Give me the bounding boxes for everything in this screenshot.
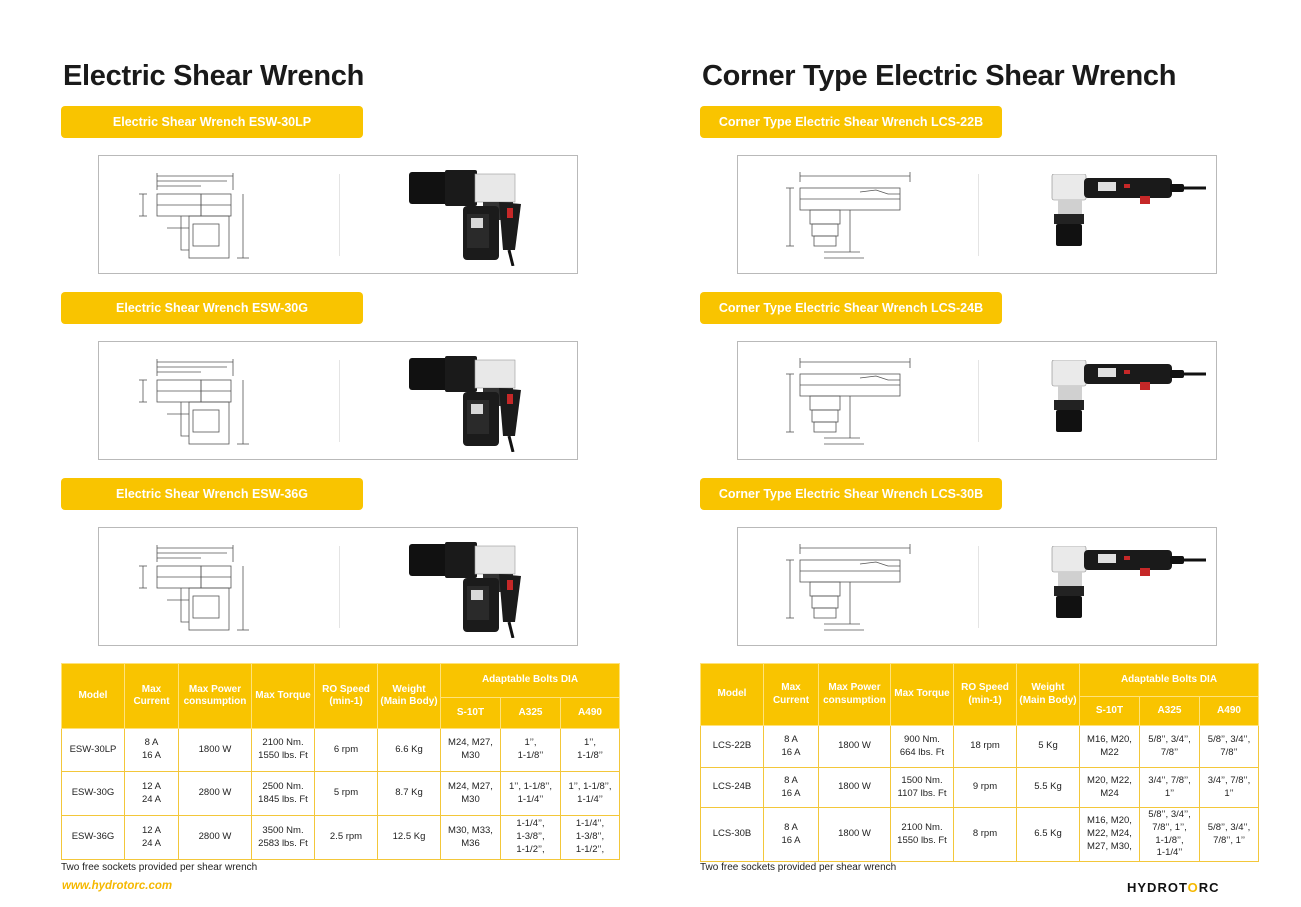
header-s10t: S-10T xyxy=(1080,697,1140,726)
header-torque: Max Torque xyxy=(891,664,954,726)
dimension-drawing xyxy=(760,168,920,264)
table-row: ESW-30LP 8 A 16 A 1800 W 2100 Nm. 1550 lbs. Ft 6 rpm 6.6 Kg M24, M27, M30 1’’, 1-1/8’’ 1’’, 1-1/8’’ xyxy=(62,729,620,772)
header-torque: Max Torque xyxy=(252,664,315,729)
header-model: Model xyxy=(62,664,125,729)
left-heading: Electric Shear Wrench xyxy=(63,60,365,92)
hydrotorc-logo: HYDROTORC xyxy=(1127,880,1220,895)
dimension-drawing xyxy=(760,540,920,636)
model-title-esw-30lp: Electric Shear Wrench ESW-30LP xyxy=(61,106,363,138)
sockets-note: Two free sockets provided per shear wrench xyxy=(700,862,897,873)
tool-photo xyxy=(1038,546,1208,630)
header-s10t: S-10T xyxy=(441,698,501,729)
figure-lcs-22b xyxy=(737,155,1217,274)
header-bolts: Adaptable Bolts DIA xyxy=(441,664,620,698)
dimension-drawing xyxy=(760,354,920,450)
model-title-lcs-30b: Corner Type Electric Shear Wrench LCS-30B xyxy=(700,478,1002,510)
tool-photo xyxy=(409,352,539,452)
header-weight: Weight (Main Body) xyxy=(1017,664,1080,726)
header-a325: A325 xyxy=(501,698,561,729)
spec-table-left xyxy=(61,663,620,860)
table-row: ESW-36G 12 A 24 A 2800 W 3500 Nm. 2583 lbs. Ft 2.5 rpm 12.5 Kg M30, M33, M36 1-1/4’’, 1-3/8’’, 1-1/2’’, 1-1/4’’, 1-3/8’’, 1-1/2’’, xyxy=(62,816,620,860)
model-title-esw-30g: Electric Shear Wrench ESW-30G xyxy=(61,292,363,324)
figure-esw-30lp xyxy=(98,155,578,274)
model-title-esw-36g: Electric Shear Wrench ESW-36G xyxy=(61,478,363,510)
header-a325: A325 xyxy=(1140,697,1200,726)
website-link[interactable]: www.hydrotorc.com xyxy=(62,880,173,892)
dimension-drawing xyxy=(137,354,257,450)
model-title-lcs-24b: Corner Type Electric Shear Wrench LCS-24B xyxy=(700,292,1002,324)
figure-esw-30g xyxy=(98,341,578,460)
tool-photo xyxy=(409,538,539,638)
header-speed: RO Speed (min-1) xyxy=(315,664,378,729)
figure-esw-36g xyxy=(98,527,578,646)
header-current: Max Current xyxy=(764,664,819,726)
sockets-note: Two free sockets provided per shear wrench xyxy=(61,862,258,873)
dimension-drawing xyxy=(137,168,257,264)
table-row: LCS-22B 8 A 16 A 1800 W 900 Nm. 664 lbs. Ft 18 rpm 5 Kg M16, M20, M22 5/8’’, 3/4’’, 7/8’’ 5/8’’, 3/4’’, 7/8’’ xyxy=(701,726,1259,768)
right-heading: Corner Type Electric Shear Wrench xyxy=(702,60,1177,92)
header-power: Max Power consumption xyxy=(819,664,891,726)
dimension-drawing xyxy=(137,540,257,636)
figure-lcs-24b xyxy=(737,341,1217,460)
figure-lcs-30b xyxy=(737,527,1217,646)
header-power: Max Power consumption xyxy=(179,664,252,729)
spec-table-right xyxy=(700,663,1259,862)
table-row: ESW-30G 12 A 24 A 2800 W 2500 Nm. 1845 lbs. Ft 5 rpm 8.7 Kg M24, M27, M30 1’’, 1-1/8’’, 1-1/4’’ 1’’, 1-1/8’’, 1-1/4’’ xyxy=(62,772,620,816)
tool-photo xyxy=(409,166,539,266)
table-row: LCS-24B 8 A 16 A 1800 W 1500 Nm. 1107 lbs. Ft 9 rpm 5.5 Kg M20, M22, M24 3/4’’, 7/8’’, 1’’ 3/4’’, 7/8’’, 1’’ xyxy=(701,768,1259,808)
header-bolts: Adaptable Bolts DIA xyxy=(1080,664,1259,697)
model-title-lcs-22b: Corner Type Electric Shear Wrench LCS-22B xyxy=(700,106,1002,138)
header-model: Model xyxy=(701,664,764,726)
header-a490: A490 xyxy=(561,698,620,729)
tool-photo xyxy=(1038,360,1208,444)
header-speed: RO Speed (min-1) xyxy=(954,664,1017,726)
header-weight: Weight (Main Body) xyxy=(378,664,441,729)
table-row: LCS-30B 8 A 16 A 1800 W 2100 Nm. 1550 lbs. Ft 8 rpm 6.5 Kg M16, M20, M22, M24, M27, M30, 5/8’’, 3/4’’, 7/8’’, 1’’, 1-1/8’’, 1-1/4’’ 5/8’’, 3/4’’, 7/8’’, 1’’ xyxy=(701,808,1259,862)
header-current: Max Current xyxy=(125,664,179,729)
tool-photo xyxy=(1038,174,1208,258)
header-a490: A490 xyxy=(1200,697,1259,726)
